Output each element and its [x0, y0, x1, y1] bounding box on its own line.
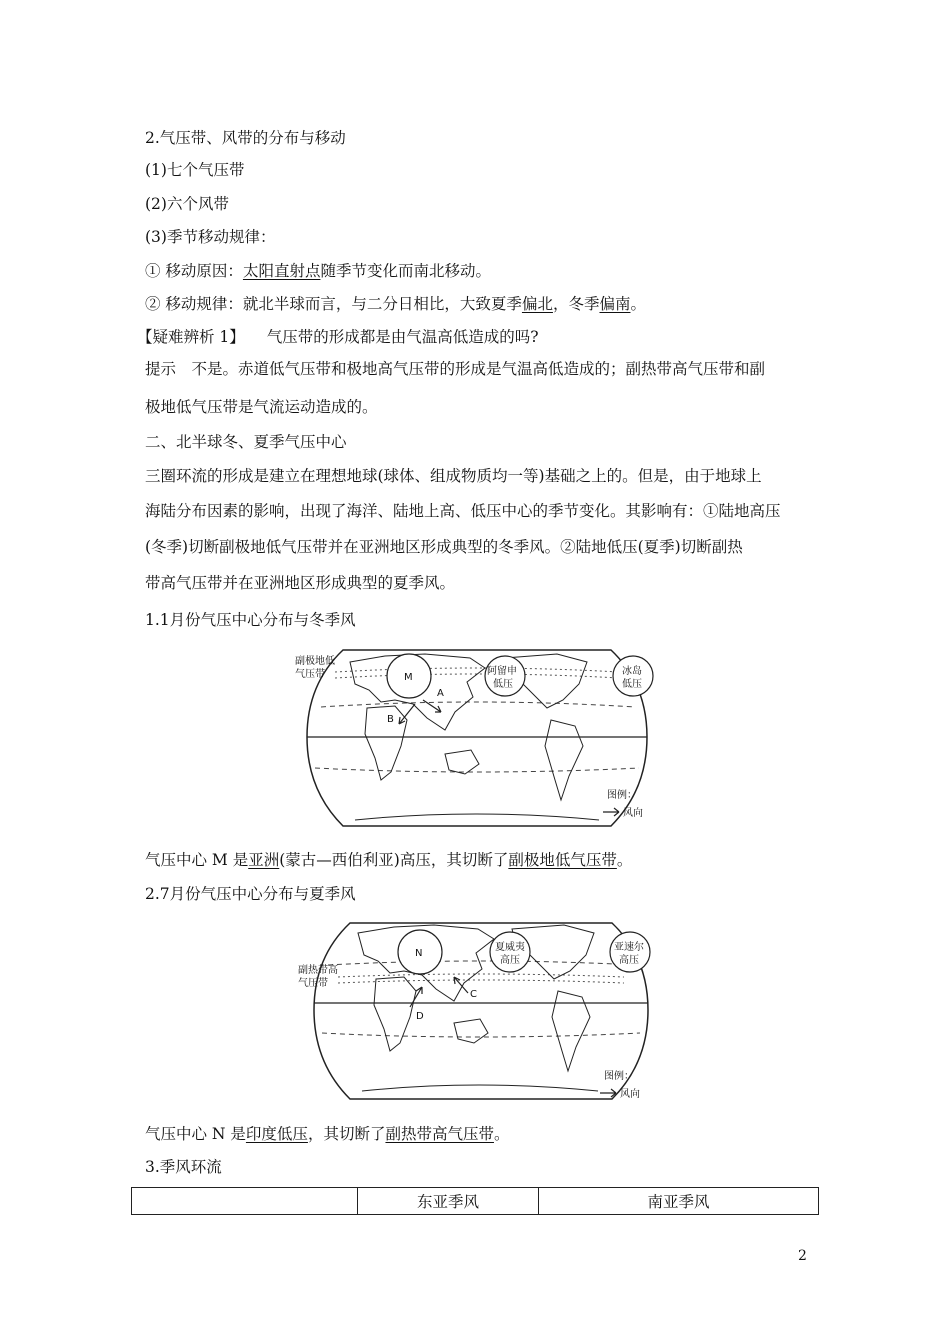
svg-text:B: B	[387, 714, 394, 725]
center-n-label: N	[415, 948, 423, 959]
svg-text:高压: 高压	[619, 955, 639, 966]
paragraph-line: (冬季)切断副极地低气压带并在亚洲地区形成典型的冬季风。②陆地低压(夏季)切断副热	[145, 538, 743, 556]
section-title: 二、北半球冬、夏季气压中心	[145, 433, 347, 451]
legend-title: 图例：	[607, 790, 637, 801]
january-caption: 气压中心 M 是亚洲(蒙古—西伯利亚)高压，其切断了副极地低气压带。	[145, 851, 633, 869]
table-row	[132, 1188, 819, 1215]
subsection-title: 1.1月份气压中心分布与冬季风	[145, 611, 356, 629]
answer-blank: 印度低压	[245, 1125, 308, 1143]
answer-blank: 偏南	[599, 295, 631, 313]
wind-arrow-d	[410, 987, 422, 1007]
antarctica-outline	[355, 814, 599, 820]
svg-text:D: D	[416, 1011, 424, 1022]
svg-text:低压: 低压	[493, 679, 513, 690]
center-m-label: M	[404, 672, 413, 683]
answer-blank: 副热带高气压带	[385, 1125, 494, 1143]
list-item: (3)季节移动规律：	[145, 228, 276, 246]
svg-text:冰岛: 冰岛	[622, 666, 642, 677]
answer-blank: 偏北	[521, 295, 553, 313]
section-title: 2.气压带、风带的分布与移动	[145, 129, 346, 147]
svg-text:C: C	[470, 989, 477, 1000]
answer-blank: 副极地低气压带	[508, 851, 617, 869]
belt-label: 副极地低	[295, 656, 335, 667]
monsoon-table	[131, 1187, 819, 1215]
subsection-title: 2.7月份气压中心分布与夏季风	[145, 885, 356, 903]
answer-blank: 太阳直射点	[242, 262, 321, 280]
page-number: 2	[798, 1248, 807, 1264]
south-america-outline	[545, 720, 583, 800]
table-header-cell: 东亚季风	[358, 1188, 539, 1215]
legend-arrow-icon	[600, 1089, 616, 1097]
svg-text:A: A	[437, 688, 444, 699]
svg-text:低压: 低压	[622, 679, 642, 690]
july-pressure-map	[298, 915, 660, 1107]
svg-text:风向: 风向	[623, 808, 643, 819]
doubt-answer: 提示 不是。赤道低气压带和极地高气压带的形成是气温高低造成的；副热带高气压带和副	[145, 360, 766, 378]
svg-text:亚速尔: 亚速尔	[614, 942, 644, 953]
doubt-question: 【疑难辨析 1】 气压带的形成都是由气温高低造成的吗?	[137, 328, 539, 346]
australia-outline	[445, 750, 479, 774]
belt-label: 气压带	[295, 669, 325, 680]
legend-title: 图例：	[604, 1071, 634, 1082]
legend-arrow-icon	[603, 808, 619, 816]
doubt-tag: 【疑难辨析 1】	[137, 328, 245, 346]
paragraph-line: 三圈环流的形成是建立在理想地球(球体、组成物质均一等)基础之上的。但是，由于地球上	[145, 467, 762, 485]
paragraph-line: 带高气压带并在亚洲地区形成典型的夏季风。	[145, 574, 456, 592]
table-header-cell: 南亚季风	[539, 1188, 819, 1215]
paragraph-line: 海陆分布因素的影响，出现了海洋、陆地上高、低压中心的季节变化。其影响有：①陆地高压	[145, 502, 781, 520]
belt-label: 副热带高	[298, 965, 338, 976]
svg-text:高压: 高压	[500, 955, 520, 966]
wind-arrow-c	[454, 977, 468, 993]
movement-rule: ② 移动规律：就北半球而言，与二分日相比，大致夏季偏北，冬季偏南。	[145, 295, 646, 313]
july-caption: 气压中心 N 是印度低压，其切断了副热带高气压带。	[145, 1125, 510, 1143]
svg-text:夏威夷: 夏威夷	[495, 942, 525, 953]
africa-outline	[365, 706, 407, 780]
doubt-answer: 极地低气压带是气流运动造成的。	[145, 398, 378, 416]
svg-text:风向: 风向	[620, 1089, 640, 1100]
antarctica-outline	[362, 1085, 598, 1091]
svg-text:阿留申: 阿留申	[487, 666, 517, 677]
subsection-title: 3.季风环流	[145, 1158, 222, 1176]
africa-outline	[374, 977, 416, 1051]
movement-cause: ① 移动原因：太阳直射点随季节变化而南北移动。	[145, 262, 491, 280]
answer-blank: 亚洲	[248, 851, 280, 869]
table-header-cell	[132, 1188, 358, 1215]
january-pressure-map	[295, 642, 660, 834]
australia-outline	[454, 1019, 488, 1043]
list-item: (2)六个风带	[145, 195, 229, 213]
belt-label: 气压带	[298, 978, 328, 989]
list-item: (1)七个气压带	[145, 161, 245, 179]
